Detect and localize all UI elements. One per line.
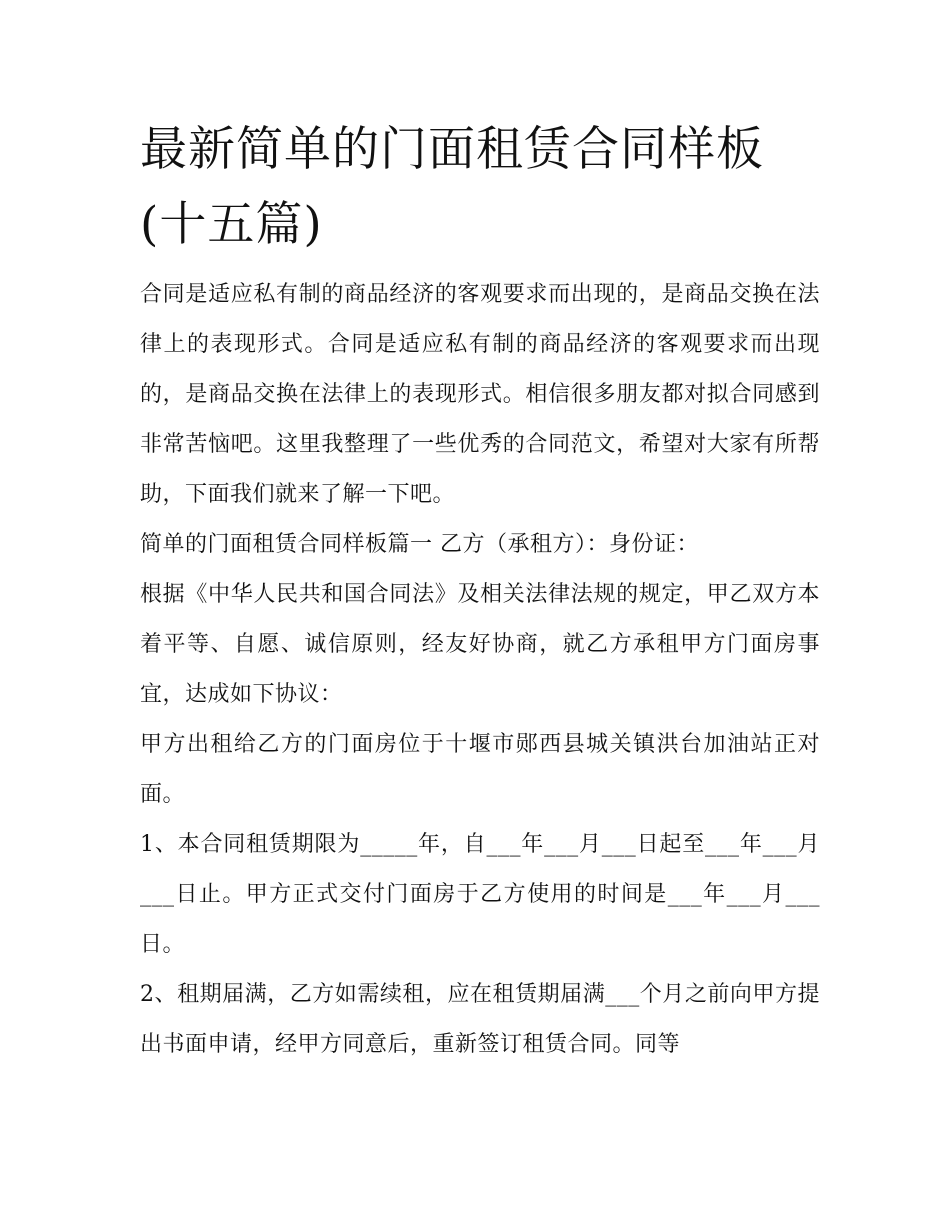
document-title: 最新简单的门面租赁合同样板(十五篇) bbox=[140, 122, 764, 252]
paragraph-clause-2: 2、租期届满，乙方如需续租，应在租赁期届满___个月之前向甲方提出书面申请，经甲方同意后，重新签订租赁合同。同等 bbox=[140, 982, 820, 1057]
paragraph-intro: 合同是适应私有制的商品经济的客观要求而出现的，是商品交换在法律上的表现形式。合同是适应私有制的商品经济的客观要求而出现的，是商品交换在法律上的表现形式。相信很多朋友都对拟合同感到非常苦恼吧。这里我整理了一些优秀的合同范文，希望对大家有所帮助，下面我们就来了解一下吧。 bbox=[140, 282, 820, 507]
paragraph-legal-basis: 根据《中华人民共和国合同法》及相关法律法规的规定，甲乙双方本着平等、自愿、诚信原则，经友好协商，就乙方承租甲方门面房事宜，达成如下协议： bbox=[140, 582, 820, 707]
paragraph-location: 甲方出租给乙方的门面房位于十堰市郧西县城关镇洪台加油站正对面。 bbox=[140, 732, 820, 807]
paragraph-clause-1: 1、本合同租赁期限为_____年，自___年___月___日起至___年___月___日止。甲方正式交付门面房于乙方使用的时间是___年___月___日。 bbox=[140, 832, 820, 957]
document-page bbox=[140, 112, 820, 1070]
paragraph-section-heading: 简单的门面租赁合同样板篇一 乙方（承租方）：身份证： bbox=[140, 532, 699, 557]
